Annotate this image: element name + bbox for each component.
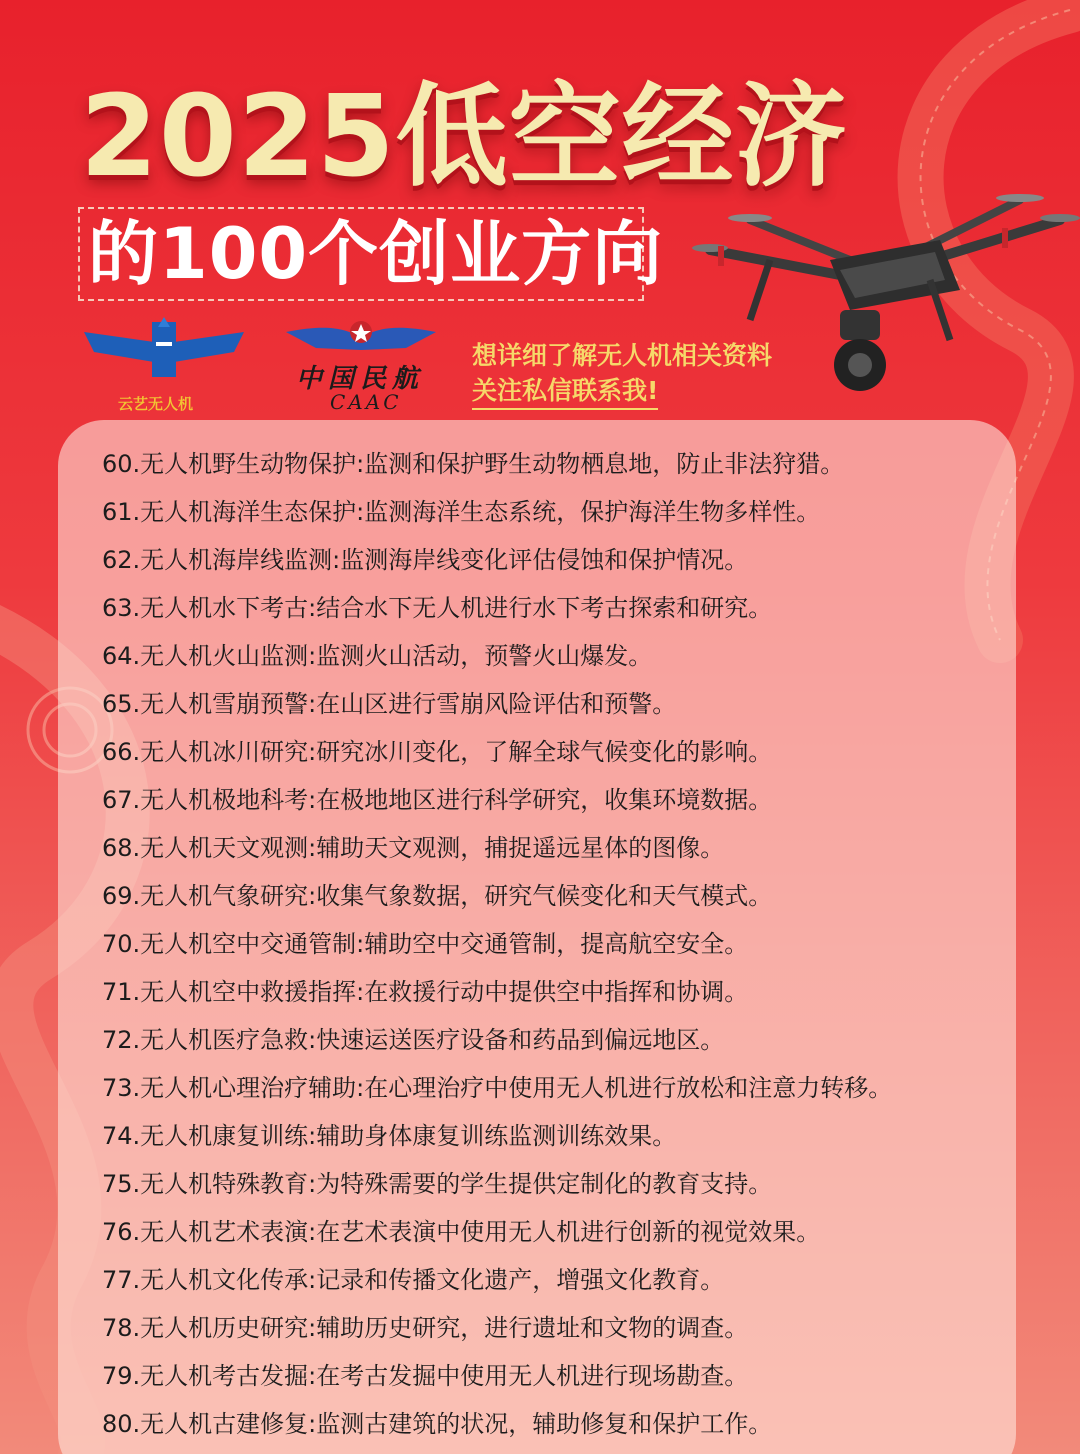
list-item [102, 1112, 892, 1160]
item-desc: 监测海洋生态系统，保护海洋生物多样性。 [364, 498, 821, 526]
item-desc: 辅助身体康复训练监测训练效果。 [316, 1122, 677, 1150]
item-desc: 结合水下无人机进行水下考古探索和研究。 [316, 594, 773, 622]
item-desc: 在极地地区进行科学研究，收集环境数据。 [316, 786, 773, 814]
item-term: 70.无人机空中交通管制: [102, 930, 365, 958]
item-desc: 记录和传播文化遗产，增强文化教育。 [316, 1266, 725, 1294]
item-desc: 在山区进行雪崩风险评估和预警。 [316, 690, 677, 718]
item-term: 65.无人机雪崩预警: [102, 690, 317, 718]
direction-list [102, 440, 892, 1448]
item-desc: 监测海岸线变化评估侵蚀和保护情况。 [340, 546, 749, 574]
list-item [102, 920, 892, 968]
item-desc: 在救援行动中提供空中指挥和协调。 [364, 978, 749, 1006]
item-term: 60.无人机野生动物保护: [102, 450, 365, 478]
item-term: 64.无人机火山监测: [102, 642, 317, 670]
item-term: 67.无人机极地科考: [102, 786, 317, 814]
item-desc: 辅助天文观测，捕捉遥远星体的图像。 [316, 834, 725, 862]
list-item [102, 728, 892, 776]
item-desc: 辅助空中交通管制，提高航空安全。 [364, 930, 749, 958]
contact-line-2: 关注私信联系我! [472, 373, 658, 410]
item-desc: 监测古建筑的状况，辅助修复和保护工作。 [316, 1410, 773, 1438]
contact-note [472, 338, 772, 410]
list-item [102, 1400, 892, 1448]
item-desc: 在心理治疗中使用无人机进行放松和注意力转移。 [364, 1074, 893, 1102]
item-term: 73.无人机心理治疗辅助: [102, 1074, 365, 1102]
item-term: 76.无人机艺术表演: [102, 1218, 317, 1246]
item-term: 77.无人机文化传承: [102, 1266, 317, 1294]
list-item [102, 584, 892, 632]
list-item [102, 872, 892, 920]
item-term: 78.无人机历史研究: [102, 1314, 317, 1342]
item-term: 80.无人机古建修复: [102, 1410, 317, 1438]
item-term: 62.无人机海岸线监测: [102, 546, 341, 574]
logo2-en-text: CAAC [330, 390, 402, 414]
item-term: 68.无人机天文观测: [102, 834, 317, 862]
item-term: 71.无人机空中救援指挥: [102, 978, 365, 1006]
list-item [102, 440, 892, 488]
item-term: 63.无人机水下考古: [102, 594, 317, 622]
list-item [102, 1352, 892, 1400]
item-term: 75.无人机特殊教育: [102, 1170, 317, 1198]
item-desc: 监测火山活动，预警火山爆发。 [316, 642, 653, 670]
item-desc: 监测和保护野生动物栖息地，防止非法狩猎。 [364, 450, 845, 478]
list-item [102, 1064, 892, 1112]
logo2-cn-text: 中国民航 [296, 364, 425, 394]
item-desc: 快速运送医疗设备和药品到偏远地区。 [316, 1026, 725, 1054]
list-item [102, 1016, 892, 1064]
poster-title: 2025低空经济 [80, 72, 848, 202]
item-desc: 为特殊需要的学生提供定制化的教育支持。 [316, 1170, 773, 1198]
list-item [102, 1256, 892, 1304]
list-item [102, 1304, 892, 1352]
item-term: 69.无人机气象研究: [102, 882, 317, 910]
item-desc: 研究冰川变化，了解全球气候变化的影响。 [316, 738, 773, 766]
item-term: 61.无人机海洋生态保护: [102, 498, 365, 526]
list-item [102, 632, 892, 680]
logo1-text: 云艺无人机 [118, 395, 194, 413]
caac-emblem-icon [286, 314, 436, 364]
item-term: 66.无人机冰川研究: [102, 738, 317, 766]
list-item [102, 1208, 892, 1256]
list-item [102, 536, 892, 584]
list-item [102, 1160, 892, 1208]
list-item [102, 776, 892, 824]
list-item [102, 488, 892, 536]
item-term: 74.无人机康复训练: [102, 1122, 317, 1150]
item-desc: 在艺术表演中使用无人机进行创新的视觉效果。 [316, 1218, 821, 1246]
item-desc: 辅助历史研究，进行遗址和文物的调查。 [316, 1314, 749, 1342]
item-term: 79.无人机考古发掘: [102, 1362, 317, 1390]
item-term: 72.无人机医疗急救: [102, 1026, 317, 1054]
item-desc: 在考古发掘中使用无人机进行现场勘查。 [316, 1362, 749, 1390]
list-item [102, 824, 892, 872]
item-desc: 收集气象数据，研究气候变化和天气模式。 [316, 882, 773, 910]
list-item [102, 680, 892, 728]
contact-line-1: 想详细了解无人机相关资料 [472, 341, 773, 370]
list-item [102, 968, 892, 1016]
poster-subtitle: 的100个创业方向 [88, 213, 664, 295]
